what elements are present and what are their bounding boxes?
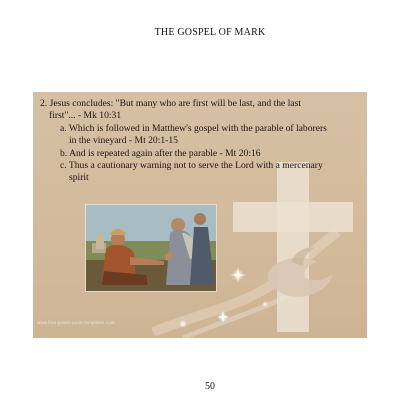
subpoint-c-line-2: spirit [69,172,89,184]
subpoint-c-line-1: c. Thus a cautionary warning not to serve the Lord with a mercenary [60,160,323,172]
subpoint-b-line-1: b. And is repeated again after the parable - Mt 20:16 [60,147,261,159]
parable-laborers-illustration [85,204,217,292]
main-point-line-1: 2. Jesus concludes: "But many who are first will be last, and the last [40,98,302,109]
subpoint-a-line-1: a. Which is followed in Matthew's gospel with the parable of laborers [60,122,327,134]
page-number: 50 [205,381,215,392]
cross-dove-icon [233,162,353,332]
template-watermark: www.free-power-point-templates.com [37,320,115,325]
page-header-title: THE GOSPEL OF MARK [154,27,266,38]
presentation-slide [33,92,367,338]
slide-text-block [40,98,362,185]
main-point-line-2: first"... - Mk 10:31 [49,110,122,122]
subpoint-a-line-2: in the vineyard - Mt 20:1-15 [69,135,178,147]
